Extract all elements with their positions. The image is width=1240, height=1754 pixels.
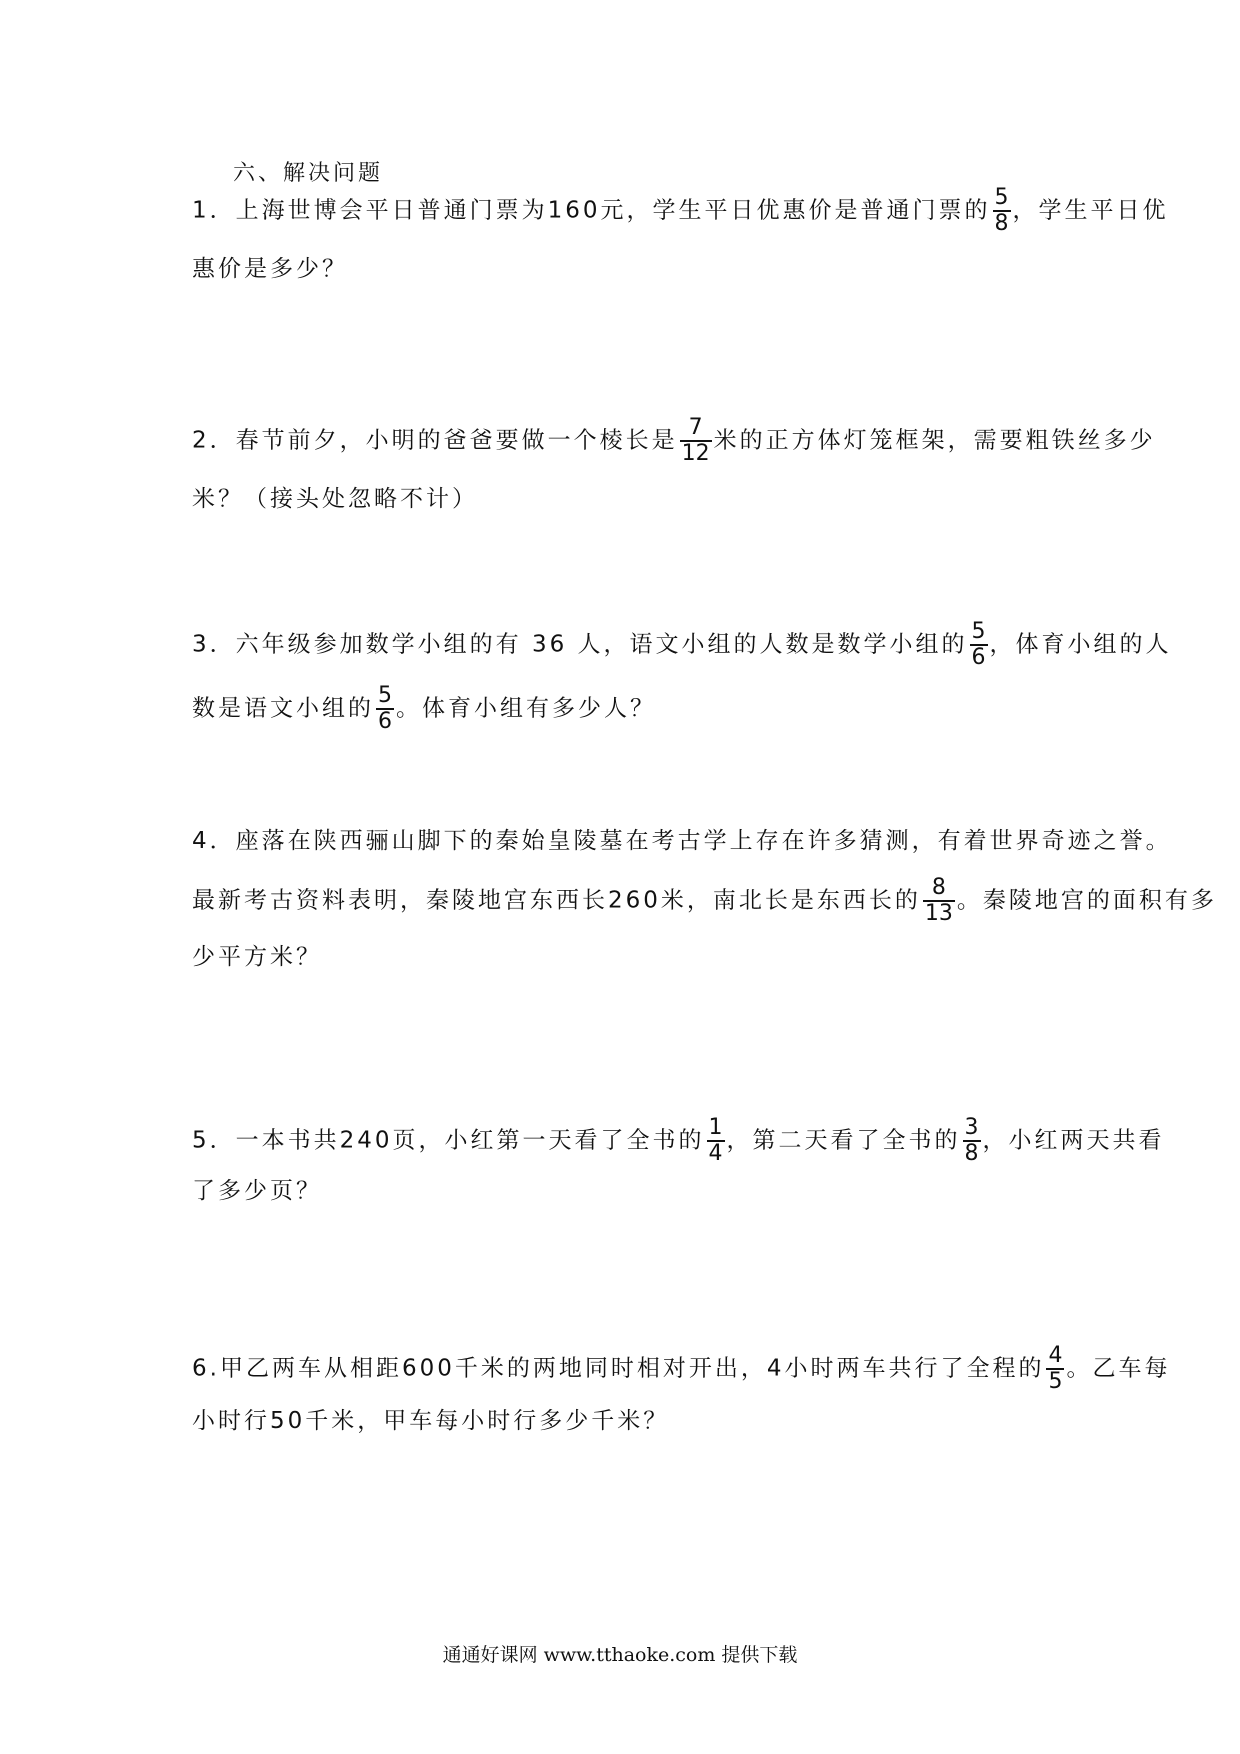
problem-2-text-b: 米的正方体灯笼框架，需要粗铁丝多少: [713, 427, 1156, 454]
problem-3-line-2: [192, 684, 656, 734]
fraction-1-4: $\frac{1}{4}$: [708, 1115, 723, 1167]
problem-4-line-2: [192, 876, 1217, 926]
footer-credit: 通通好课网 www.tthaoke.com 提供下载: [442, 1644, 798, 1666]
fraction-7-12: $\frac{7}{12}$: [681, 415, 710, 467]
fraction-8-13: $\frac{8}{13}$: [924, 875, 953, 927]
section-title: 六、解决问题: [233, 161, 384, 186]
problem-2-line-2: 米？（接头处忽略不计）: [192, 486, 478, 512]
fraction-5-6-a: $\frac{5}{6}$: [971, 619, 986, 671]
problem-1-text-a: 1．上海世博会平日普通门票为160元，学生平日优惠价是普通门票的: [192, 197, 991, 224]
problem-5-text-b: ，第二天看了全书的: [726, 1127, 961, 1154]
problem-3-text-a: 3．六年级参加数学小组的有 36 人，语文小组的人数是数学小组的: [192, 631, 968, 658]
fraction-3-8: $\frac{3}{8}$: [964, 1115, 979, 1167]
problem-3-text-b: ，体育小组的人: [989, 631, 1172, 658]
fraction-4-5: $\frac{4}{5}$: [1048, 1343, 1063, 1395]
problem-4-text-a: 最新考古资料表明，秦陵地宫东西长260米，南北长是东西长的: [192, 887, 921, 914]
problem-3-text-d: 。体育小组有多少人？: [396, 695, 656, 722]
problem-5-line-2: 了多少页？: [192, 1178, 322, 1204]
problem-4-line-1: 4．座落在陕西骊山脚下的秦始皇陵墓在考古学上存在许多猜测，有着世界奇迹之誉。: [192, 828, 1172, 854]
problem-5-line-1: [192, 1116, 1165, 1166]
problem-1-line-1: [192, 186, 1169, 236]
problem-4-line-3: 少平方米？: [192, 944, 322, 970]
problem-3-text-c: 数是语文小组的: [192, 695, 374, 722]
problem-2-text-a: 2．春节前夕，小明的爸爸要做一个棱长是: [192, 427, 678, 454]
problem-1-text-b: ，学生平日优: [1012, 197, 1169, 224]
problem-5-text-c: ，小红两天共看: [982, 1127, 1165, 1154]
fraction-5-8: $\frac{5}{8}$: [994, 185, 1009, 237]
problem-6-text-b: 。乙车每: [1066, 1355, 1171, 1382]
problem-6-text-a: 6.甲乙两车从相距600千米的两地同时相对开出，4小时两车共行了全程的: [192, 1355, 1045, 1382]
problem-6-line-1: [192, 1344, 1170, 1394]
problem-1-line-2: 惠价是多少？: [192, 256, 348, 282]
problem-6-line-2: 小时行50千米，甲车每小时行多少千米？: [192, 1408, 670, 1434]
problem-4-text-b: 。秦陵地宫的面积有多: [956, 887, 1217, 914]
problem-5-text-a: 5．一本书共240页，小红第一天看了全书的: [192, 1127, 705, 1154]
problem-3-line-1: [192, 620, 1172, 670]
fraction-5-6-b: $\frac{5}{6}$: [378, 683, 392, 735]
problem-2-line-1: [192, 416, 1156, 466]
